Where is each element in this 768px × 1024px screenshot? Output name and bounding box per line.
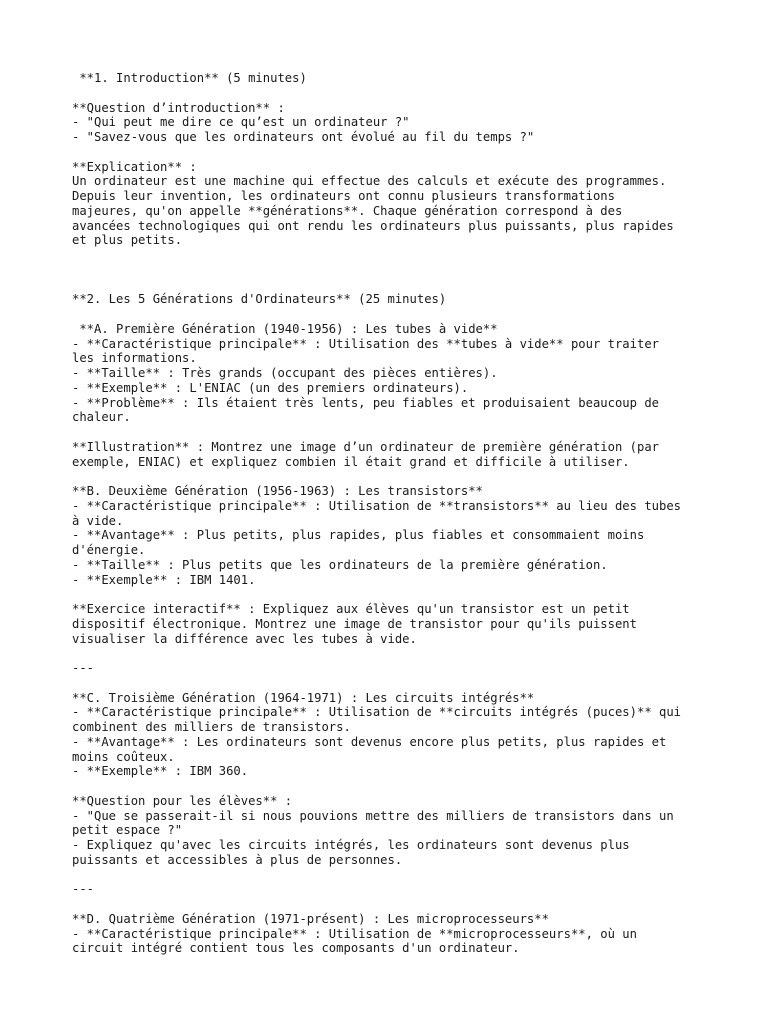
text-line: **B. Deuxième Génération (1956-1963) : Les transistors** <box>72 484 483 498</box>
paragraph <box>72 440 732 470</box>
text-line: moins coûteux. <box>72 749 175 764</box>
text-line: majeures, qu'on appelle **générations**. Chaque génération correspond à des <box>72 203 623 218</box>
text-line: - "Savez-vous que les ordinateurs ont évolué au fil du temps ?" <box>72 130 535 144</box>
text-line: avancées technologiques qui ont rendu les ordinateurs plus puissants, plus rapides <box>72 218 674 233</box>
text-line: --- <box>72 661 95 675</box>
paragraph <box>72 882 732 897</box>
paragraph <box>72 912 732 956</box>
text-line: **Question d’introduction** : <box>72 100 285 115</box>
text-line: **Exercice interactif** : Expliquez aux élèves qu'un transistor est un petit <box>72 602 630 616</box>
text-line: - **Caractéristique principale** : Utilisation de **circuits intégrés (puces)** qui <box>72 705 682 720</box>
text-line: - **Caractéristique principale** : Utilisation des **tubes à vide** pour traiter <box>72 336 659 351</box>
paragraph <box>72 484 732 587</box>
text-line: - **Taille** : Plus petits que les ordinateurs de la première génération. <box>72 557 608 572</box>
text-line: - **Avantage** : Les ordinateurs sont devenus encore plus petits, plus rapides et <box>72 734 667 749</box>
text-line: petit espace ?" <box>72 823 183 838</box>
text-line: Un ordinateur est une machine qui effectue des calculs et exécute des programmes. <box>72 174 667 189</box>
text-line: - **Caractéristique principale** : Utilisation de **transistors** au lieu des tubes <box>72 498 682 513</box>
text-line: **Question pour les élèves** : <box>72 793 293 808</box>
text-line: - **Exemple** : IBM 1401. <box>72 572 256 587</box>
text-line: dispositif électronique. Montrez une image de transistor pour qu'ils puissent <box>72 616 637 631</box>
paragraph <box>72 263 732 278</box>
text-line: **2. Les 5 Générations d'Ordinateurs** (25 minutes) <box>72 292 447 307</box>
paragraph <box>72 101 732 145</box>
paragraph <box>72 71 732 86</box>
text-line: - "Que se passerait-il si nous pouvions mettre des milliers de transistors dans un <box>72 808 674 823</box>
text-line: - Expliquez qu'avec les circuits intégrés, les ordinateurs sont devenus plus <box>72 838 630 852</box>
text-line: les informations. <box>72 351 197 366</box>
text-line <box>72 263 732 278</box>
text-line: - **Caractéristique principale** : Utilisation de **microprocesseurs**, où un <box>72 926 637 941</box>
text-line: **D. Quatrième Génération (1971-présent) : Les microprocesseurs** <box>72 911 549 926</box>
paragraph <box>72 322 732 425</box>
text-line: combinent des milliers de transistors. <box>72 720 351 734</box>
text-line: - **Problème** : Ils étaient très lents, peu fiables et produisaient beaucoup de <box>72 395 659 410</box>
paragraph <box>72 602 732 646</box>
text-line: à vide. <box>72 513 124 528</box>
text-line: et plus petits. <box>72 233 183 248</box>
text-line: **Explication** : <box>72 159 197 174</box>
paragraph <box>72 794 732 868</box>
text-line: - **Exemple** : IBM 360. <box>72 764 249 779</box>
text-line: **A. Première Génération (1940-1956) : Les tubes à vide** <box>72 321 498 336</box>
text-line: **1. Introduction** (5 minutes) <box>72 71 307 85</box>
text-line: exemple, ENIAC) et expliquez combien il était grand et difficile à utiliser. <box>72 454 630 469</box>
text-line: - **Exemple** : L'ENIAC (un des premiers ordinateurs). <box>72 380 469 395</box>
paragraph <box>72 292 732 307</box>
paragraph <box>72 160 732 249</box>
text-line: d'énergie. <box>72 543 146 557</box>
text-line: - **Taille** : Très grands (occupant des pièces entières). <box>72 366 498 380</box>
text-line: puissants et accessibles à plus de personnes. <box>72 852 403 867</box>
text-line: - **Avantage** : Plus petits, plus rapides, plus fiables et consommaient moins <box>72 528 645 543</box>
text-line: circuit intégré contient tous les composants d'un ordinateur. <box>72 941 520 956</box>
paragraph <box>72 691 732 780</box>
text-line: visualiser la différence avec les tubes à vide. <box>72 631 417 646</box>
text-line: **C. Troisième Génération (1964-1971) : Les circuits intégrés** <box>72 690 535 705</box>
text-line: chaleur. <box>72 410 131 425</box>
text-line: Depuis leur invention, les ordinateurs ont connu plusieurs transformations <box>72 189 615 203</box>
text-line: - "Qui peut me dire ce qu’est un ordinateur ?" <box>72 115 410 130</box>
text-line: --- <box>72 882 95 897</box>
document-page <box>72 71 732 971</box>
paragraph <box>72 661 732 676</box>
text-line: **Illustration** : Montrez une image d’un ordinateur de première génération (par <box>72 439 659 454</box>
